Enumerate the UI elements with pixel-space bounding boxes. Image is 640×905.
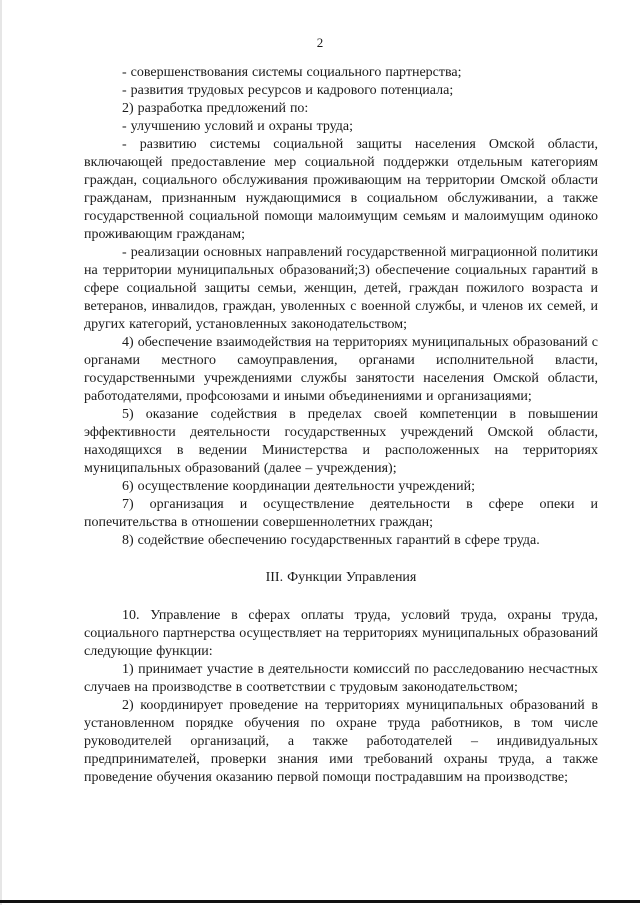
scan-bottom-border bbox=[0, 900, 640, 903]
paragraph: - улучшению условий и охраны труда; bbox=[122, 119, 354, 134]
paragraph: - реализации основных направлений государственной миграционной политики на территории муниципальных образований;3) обеспечение социальных гарантий в сфере социальной защиты семьи, женщин, детей, граждан пожилого возраста и ветеранов, инвалидов, граждан, уволенных с военной службы, и членов их семей, и других категорий, установленных законодательством; bbox=[84, 245, 598, 332]
paragraph: 8) содействие обеспечению государственных гарантий в сфере труда. bbox=[122, 533, 540, 548]
paragraph: 1) принимает участие в деятельности комиссий по расследованию несчастных случаев на производстве в соответствии с трудовым законодательством; bbox=[84, 662, 598, 695]
section-heading: III. Функции Управления bbox=[265, 570, 417, 585]
paragraph: - развитию системы социальной защиты населения Омской области, включающей предоставление мер социальной поддержки отдельным категориям граждан, социального обслуживания проживающим на территории Омской области гражданам, признанным нуждающимися в социальном обслуживании, а также государственной социальной помощи малоимущим семьям и малоимущим одиноко проживающим гражданам; bbox=[84, 137, 598, 242]
paragraph: 5) оказание содействия в пределах своей компетенции в повышении эффективности деятельности государственных учреждений Омской области, находящихся в ведении Министерства и расположенных на территориях муниципальных образований (далее – учреждения); bbox=[84, 407, 598, 476]
paragraph: 6) осуществление координации деятельности учреждений; bbox=[122, 479, 476, 494]
functions-section bbox=[84, 607, 598, 787]
paragraph: 10. Управление в сферах оплаты труда, условий труда, охраны труда, социального партнерства осуществляет на территориях муниципальных образований следующие функции: bbox=[84, 608, 598, 659]
document-body bbox=[84, 64, 598, 787]
paragraph: - совершенствования системы социального партнерства; bbox=[122, 65, 462, 80]
paragraph: 4) обеспечение взаимодействия на территориях муниципальных образований с органами местного самоуправления, органами исполнительной власти, государственными учреждениями службы занятости населения Омской области, работодателями, профсоюзами и иными объединениями и организациями; bbox=[84, 335, 598, 404]
scan-edge bbox=[0, 0, 2, 905]
page-number: 2 bbox=[316, 35, 324, 50]
paragraph: 7) организация и осуществление деятельности в сфере опеки и попечительства в отношении совершеннолетних граждан; bbox=[84, 497, 598, 530]
paragraph: 2) координирует проведение на территориях муниципальных образований в установленном порядке обучения по охране труда работников, в том числе руководителей организаций, а также работодателей – индивидуальных предпринимателей, проверки знания ими требований охраны труда, а также проведение обучения оказанию первой помощи пострадавшим на производстве; bbox=[84, 698, 598, 785]
paragraph: 2) разработка предложений по: bbox=[122, 101, 309, 116]
paragraph: - развития трудовых ресурсов и кадрового потенциала; bbox=[122, 83, 454, 98]
